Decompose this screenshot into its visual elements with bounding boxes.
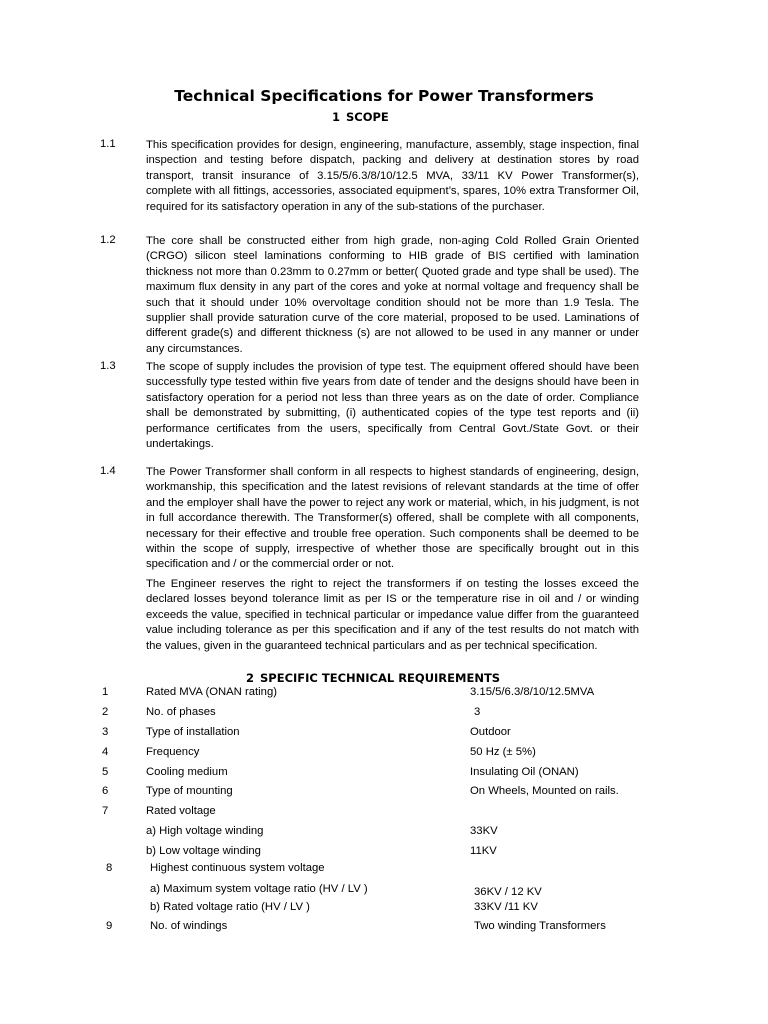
row-number: 3 [102, 726, 109, 738]
paragraph-engineer-rights: The Engineer reserves the right to reject the transformers if on testing the losses exceed the declared losses beyond tolerance limit as per IS or the temperature rise in oil and / or winding exceeds the value, specified in technical particular or impedance value differ from the guaranteed value including tolerance as per this specification and if any of the test results do not match with the values, given in the guaranteed technical particulars and as per technical specification. [146, 578, 639, 652]
row-label: b) Rated voltage ratio (HV / LV ) [150, 901, 310, 913]
row-label: Rated MVA (ONAN rating) [146, 686, 278, 698]
section-title: SPECIFIC TECHNICAL REQUIREMENTS [260, 671, 501, 685]
table-row [0, 918, 768, 934]
paragraph-1-4: The Power Transformer shall conform in all respects to highest standards of engineering, design, workmanship, this specification and the latest revisions of relevant standards at the time of offer and the employer shall have the power to reject any work or material, which, in his judgment, is not in full accordance therewith. The Transformer(s) offered, shall be complete with all components, necessary for their effective and trouble free operation. Such components shall be deemed to be within the scope of supply, irrespective of whether those are specifically brought out in this specification and / or the commercial order or not. [146, 466, 639, 571]
row-number: 2 [102, 706, 109, 718]
row-value: 33KV [470, 825, 498, 837]
paragraph-number: 1.4 [100, 465, 116, 477]
row-number: 5 [102, 766, 109, 778]
row-label: No. of phases [146, 706, 216, 718]
row-label: b) Low voltage winding [146, 845, 261, 857]
table-row [0, 803, 768, 819]
row-value: 3 [474, 706, 481, 718]
table-row [0, 823, 768, 839]
row-value: Insulating Oil (ONAN) [470, 766, 579, 778]
row-value: 36KV / 12 KV [474, 886, 542, 898]
row-number: 8 [106, 862, 113, 874]
table-row [0, 744, 768, 760]
table-row [0, 881, 768, 897]
row-value: 50 Hz (± 5%) [470, 746, 536, 758]
row-number: 6 [102, 785, 109, 797]
row-value: On Wheels, Mounted on rails. [470, 785, 619, 797]
paragraph-number: 1.1 [100, 138, 116, 150]
table-row [0, 704, 768, 720]
row-label: a) Maximum system voltage ratio (HV / LV ) [150, 883, 368, 895]
row-value: 33KV /11 KV [474, 901, 538, 913]
table-row [0, 899, 768, 915]
section-title: SCOPE [346, 110, 389, 124]
table-row [0, 684, 768, 700]
row-label: Highest continuous system voltage [150, 862, 325, 874]
paragraph-number: 1.3 [100, 360, 116, 372]
table-row [0, 860, 768, 876]
paragraph-number: 1.2 [100, 234, 116, 246]
row-value: Two winding Transformers [474, 920, 606, 932]
table-row [0, 724, 768, 740]
section-number: 1 [331, 110, 340, 124]
table-row [0, 783, 768, 799]
row-label: a) High voltage winding [146, 825, 264, 837]
table-row [0, 843, 768, 859]
row-number: 4 [102, 746, 109, 758]
row-value: 11KV [470, 845, 497, 857]
row-label: No. of windings [150, 920, 228, 932]
table-row [0, 764, 768, 780]
row-label: Type of installation [146, 726, 240, 738]
row-value: Outdoor [470, 726, 511, 738]
row-label: Cooling medium [146, 766, 228, 778]
section-number: 2 [245, 671, 254, 685]
paragraph-1-3: The scope of supply includes the provision of type test. The equipment offered should have been successfully type tested within five years from date of tender and the designs should have been in satisfactory operation for a period not less than three years as on the date of order. Compliance shall be demonstrated by submitting, (i) authenticated copies of the type test reports and (ii) performance certificates from the users, specifically from Central Govt./State Govt. or their undertakings. [146, 361, 639, 451]
document-title: Technical Specifications for Power Transformers [174, 87, 594, 105]
paragraph-1-1: This specification provides for design, engineering, manufacture, assembly, stage inspection, final inspection and testing before dispatch, packing and delivery at destination stores by road transport, transit insurance of 3.15/5/6.3/8/10/12.5 MVA, 33/11 KV Power Transformer(s), complete with all fittings, accessories, associated equipment’s, spares, 10% extra Transformer Oil, required for its satisfactory operation in any of the sub-stations of the purchaser. [146, 139, 639, 213]
paragraph-1-2: The core shall be constructed either from high grade, non-aging Cold Rolled Grain Oriented (CRGO) silicon steel laminations conforming to HIB grade of BIS certified with lamination thickness not more than 0.23mm to 0.27mm or better( Quoted grade and type shall be used). The maximum flux density in any part of the cores and yoke at normal voltage and frequency shall be such that it should under 10% overvoltage condition should not be more than 1.9 Tesla. The supplier shall provide saturation curve of the core material, proposed to be used. Laminations of different grade(s) and different thickness (s) are not allowed to be used in any manner or under any circumstances. [146, 235, 639, 355]
row-label: Rated voltage [146, 805, 216, 817]
row-number: 7 [102, 805, 109, 817]
row-label: Type of mounting [146, 785, 233, 797]
row-number: 9 [106, 920, 113, 932]
row-value: 3.15/5/6.3/8/10/12.5MVA [470, 686, 595, 698]
row-number: 1 [102, 686, 109, 698]
row-label: Frequency [146, 746, 200, 758]
